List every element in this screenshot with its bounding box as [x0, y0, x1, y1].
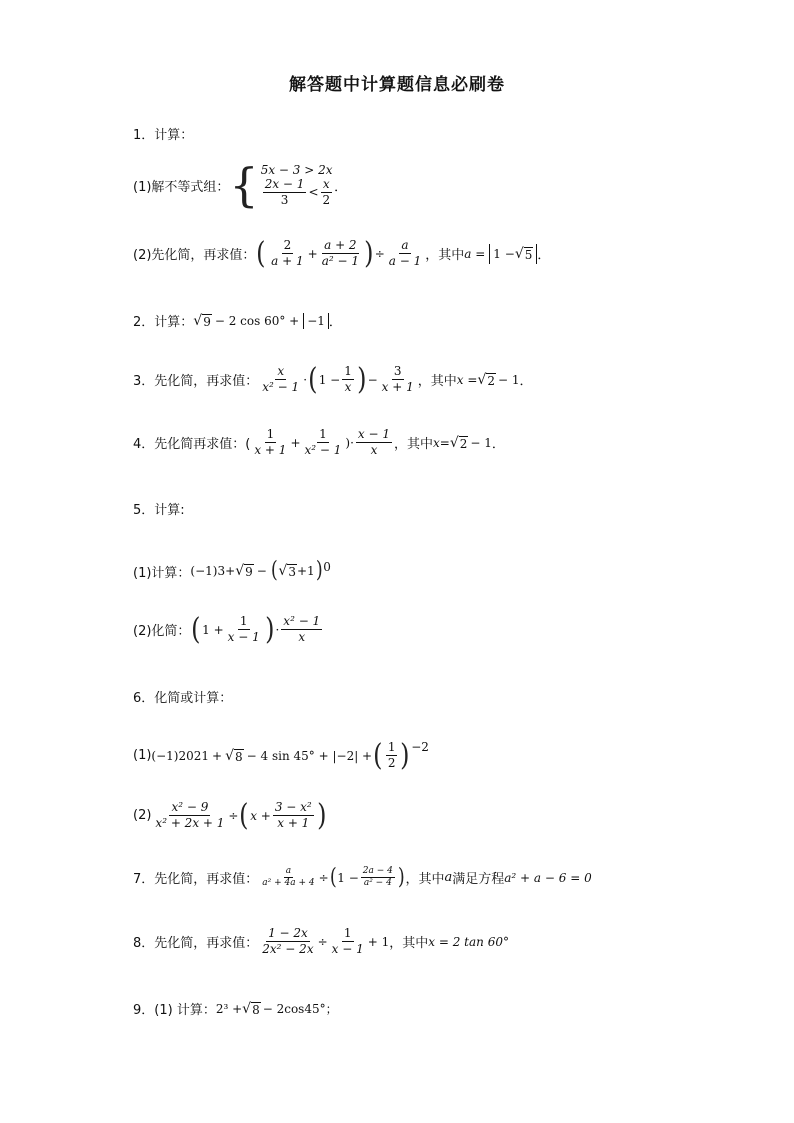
q6-head: 6．化简或计算： — [133, 691, 233, 706]
q9-head: 9．(1) 计算： — [133, 1003, 216, 1018]
q5-part1: (1)计算： (−1) 3 + √ 9 − ( √ 3 +1 ) 0 — [133, 558, 331, 583]
q8: 8．先化简，再求值： $\frac{1 - 2x}{\text{2x² − 2x}}$ ÷ $\frac{1}{x - 1}$ + 1 ，其中 x = 2 tan 60° — [133, 926, 509, 956]
q7: 7．先化简，再求值： $\frac{a}{\text{a² + 4a + 4}}$ ÷ ( 1 − $\frac{2a - 4}{\text{a² − 4}}$ ) ，其中 a 满足方程 a² + a − 6 = 0 — [133, 864, 592, 890]
q6-part2: (2) $\frac{\text{x² − 9}}{\text{x² + 2x + 1}}$ ÷ ( x + $\frac{\text{3 − x²}}{x + 1}$ ) — [133, 797, 327, 833]
absolute-value: 1 − √ 5 — [489, 244, 537, 264]
absolute-value: −1 — [303, 313, 329, 329]
q5-part2: (2)化简： ( 1 + $\frac{1}{x - 1}$ ) · $\frac{\text{x² − 1}}{x}$ — [133, 611, 321, 647]
q1-part1: (1)解不等式组： { 5x − 3 > 2x $\frac{2x - 1}{3}$ < $\frac{x}{2}$ ． — [133, 158, 348, 212]
q6-heading — [133, 687, 232, 706]
inequality-1: 5x − 3 > 2x — [260, 162, 333, 177]
q4-head: 4．先化简再求值：( — [133, 437, 251, 452]
q7-head: 7．先化简，再求值： — [133, 872, 259, 887]
q3-head: 3．先化简，再求值： — [133, 374, 259, 389]
q1-part2: (2)先化简，再求值： ( $\frac{2}{a + 1}$ + $\frac{a + 2}{\text{a² − 1}}$ ) ÷ $\frac{a}{a - 1}$ ，其中 a = 1 − √ 5 ． — [133, 235, 551, 271]
page-title: 解答题中计算题信息必刷卷 — [289, 75, 505, 95]
inequality-2: $\frac{2x - 1}{3}$ < $\frac{x}{2}$ — [264, 176, 331, 207]
q5-head: 5．计算: — [133, 503, 185, 518]
q5-heading — [133, 499, 185, 518]
q1-p2-prefix: (2)先化简，再求值： — [133, 248, 256, 263]
q1-head: 1．计算： — [133, 128, 194, 143]
left-brace: { — [229, 158, 259, 212]
q1-heading — [133, 124, 193, 143]
q6-part1: (1) (−1) 2021 + √ 8 − 4 sin 45° + |−2| + ( $\frac{1}{2}$ ) −2 — [133, 737, 429, 773]
q2-head: 2．计算： — [133, 315, 194, 330]
q4: 4．先化简再求值：( $\frac{1}{x + 1}$ + $\frac{1}{\text{x² − 1}}$ )· $\frac{x - 1}{x}$ ，其中 x= √ 2 − 1 ． — [133, 427, 505, 457]
q1-p1-prefix: (1)解不等式组： — [133, 179, 230, 195]
q8-head: 8．先化简，再求值： — [133, 936, 259, 951]
q2: 2．计算： √ 9 − 2 cos 60° + −1 ． — [133, 312, 342, 330]
q3: 3．先化简，再求值： $\frac{x}{\text{x² − 1}}$ · ( 1 − $\frac{1}{x}$ ) − $\frac{3}{x + 1}$ ，其中 x = √ 2 − 1 ． — [133, 361, 533, 397]
q9: 9．(1) 计算： 2³ + √ 8 − 2cos45°； — [133, 1000, 338, 1018]
inequality-system — [229, 158, 334, 212]
